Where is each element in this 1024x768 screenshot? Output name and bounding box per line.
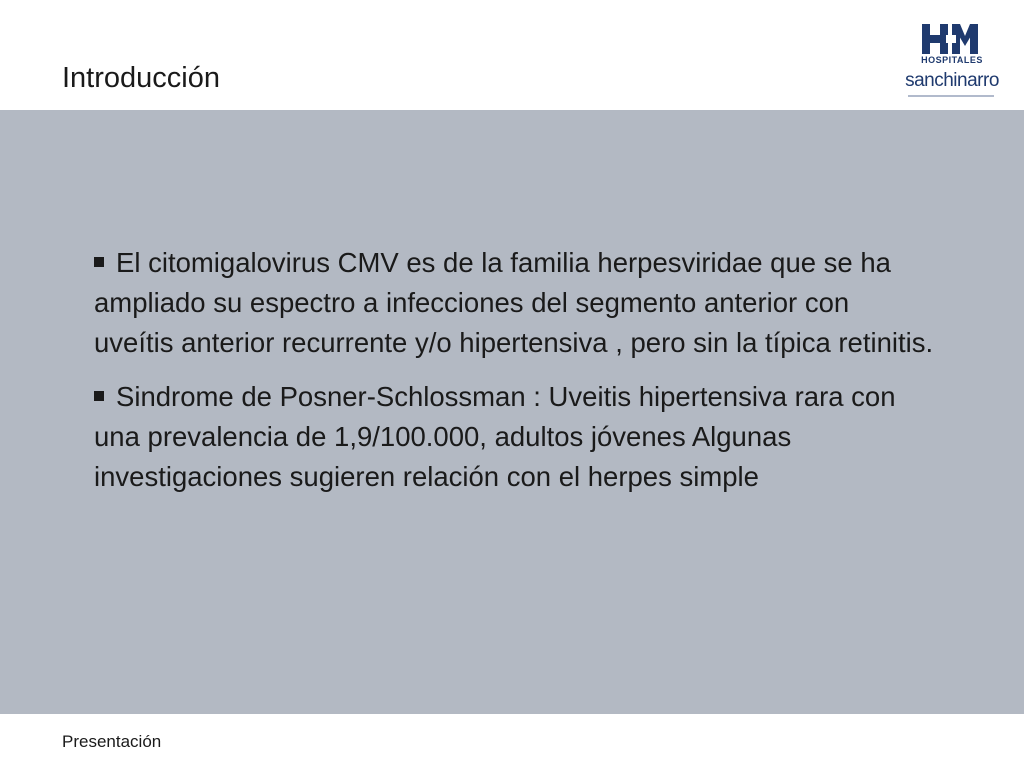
logo-hospitales-text: HOSPITALES — [921, 55, 983, 65]
logo-underline — [908, 95, 994, 97]
bullet-text: El citomigalovirus CMV es de la familia herpesviridae que se ha ampliado su espectro a infecciones del segmento anterior con uveítis anterior recurrente y/o hipertensiva , pero sin la típica retinitis. — [94, 247, 934, 358]
hm-logo-icon — [922, 24, 978, 54]
logo-location-text: sanchinarro — [905, 70, 999, 91]
hospital-logo — [904, 22, 1000, 98]
square-bullet-icon — [94, 391, 104, 401]
content-panel — [0, 110, 1024, 714]
square-bullet-icon — [94, 257, 104, 267]
bullet-item — [94, 377, 934, 497]
footer-label: Presentación — [62, 732, 162, 751]
bullet-item — [94, 243, 934, 363]
bullet-text: Sindrome de Posner-Schlossman : Uveitis hipertensiva rara con una prevalencia de 1,9/100.000, adultos jóvenes Algunas investigaciones sugieren relación con el herpes simple — [94, 381, 896, 492]
bullet-list — [94, 243, 934, 511]
slide-title: Introducción — [62, 62, 220, 94]
